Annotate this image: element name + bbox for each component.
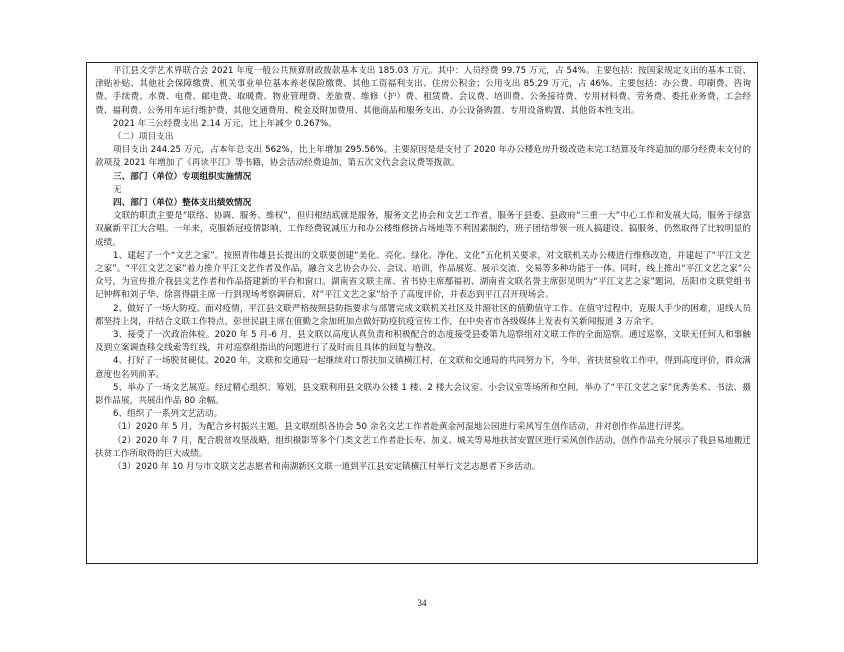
body-paragraph: 5、举办了一场文艺展览。经过精心组织、筹划，县文联利用县文联办公楼 1 楼、2 楼大会议室、小会议室等场所和空间，举办了“平江文艺之家”优秀美术、书法、摄影作品展，共展出作品 80 余幅。	[95, 382, 751, 407]
section-heading: 四、部门（单位）整体支出绩效情况	[113, 198, 252, 209]
body-paragraph: 3、接受了一次政治体检。2020 年 5 月-6 月，县文联以高度认真负责和积极配合的态度接受县委第九巡察组对文联工作的全面巡察。通过巡察，文联无任何人和事触及到立案调查移交线索等红线，并对巡察组指出的问题进行了及时而且具体的回复与整改。	[95, 330, 751, 354]
body-paragraph: （2）2020 年 7 月，配合脱贫攻坚战略，组织摄影等多个门类文艺工作者赴长寿、加义、城关等易地扶贫安置区进行采风创作活动，创作作品充分展示了我县易地搬迁扶贫工作所取得的巨大成绩。	[95, 435, 751, 459]
body-paragraph: 平江县文学艺术界联合会 2021 年度一般公共预算财政拨款基本支出 185.03 万元。其中：人员经费 99.75 万元，占 54%。主要包括：按国家规定支出的基本工资、津贴补贴、其他社会保障缴费、机关事业单位基本养老保险缴费、其他工资福利支出、住房公积金；公用支出 85.29 万元，占 46%。主要包括：办公费、印刷费、咨询费、手续费、水费、电费、邮电费、取暖费、物业管理费、差旅费、维修（护）费、租赁费、会议费、培训费、公务接待费、专用材料费、劳务费、委托业务费、工会经费、福利费、公务用车运行维护费、其他交通费用、税金及附加费用、其他商品和服务支出、办公设备购置、专用设备购置、其他资本性支出。	[95, 66, 751, 116]
document-frame	[86, 62, 758, 564]
body-paragraph: 4、打好了一场脱贫硬仗。2020 年，文联和交通局一起继续对口帮扶加义镇横江村，在文联和交通局的共同努力下，今年，省扶贫验收工作中，得到高度评价，群众满意度也名列前茅。	[95, 356, 751, 380]
body-paragraph: 项目支出 244.25 万元，占本年总支出 562%，比上年增加 295.56%。主要原因是是支付了 2020 年办公楼危房升级改造未完工结算及年终追加的部分经费未支付的款项及 2021 年增加了《再读平江》等书籍，协会活动经费追加，第五次文代会会议费等拨款。	[95, 145, 751, 169]
body-paragraph: （二）项目支出	[113, 132, 174, 143]
body-paragraph: 2、做好了一场大防疫。面对疫情，平江县文联严格按照县防指要求与部署完成文联机关社区及井湄社区的值勤值守工作。在值守过程中，克服人手少的困难，退线人员都坚持上岗，并结合文联工作特点，彭世民副主席在值勤之余加班加点做好防疫抗疫宣传工作，在中央省市各级媒体上发表有关新闻报道 3 万余字。	[95, 303, 751, 327]
body-paragraph: 1、建起了一个“文艺之家”。按照青伟雄县长提出的文联要创建“美化、亮化、绿化、净化、文化”五化机关要求，对文联机关办公楼进行维修改造，并建起了“平江文艺之家”。“平江文艺之家”着力推介平江文艺作者及作品，融合文艺协会办公、会议、培训，作品展览、展示交流、交易等多种功能于一体。同时，线上推出“平江文艺之家”公众号，为宣传推介我县文艺作者和作品搭建新的平台和窗口。湖南省文联主席、省书协主席鄢福初、湖南省文联名誉主席彭见明为“平江文艺之家”题词，岳阳市文联党组书记钟辉和刘子华、徐喜得副主席一行到现场考察调研后，对“平江文艺之家”给予了高度评价，并表态到平江召开现场会。	[95, 250, 751, 301]
section-heading: 三、部门（单位）专项组织实施情况	[113, 171, 252, 182]
body-paragraph: 文联的职责主要是“联络、协调、服务、维权”，但归根结底就是服务，服务文艺协会和文艺工作者，服务于县委、县政府“三重一大”中心工作和发展大局，服务于绿富双赢新平江大合唱。一年来，克服新冠疫情影响，工作经费锐减压力和办公楼维修挤占场地等不利因素制约，班子团结带领一班人搞建设、搞服务，仍然取得了比较明显的成绩。	[95, 211, 751, 248]
body-paragraph: 2021 年三公经费支出 2.14 万元，比上年减少 0.267%。	[113, 118, 337, 129]
body-paragraph: （3）2020 年 10 月与市文联文艺志愿者和南湖新区文联一道到平江县安定镇横江村举行文艺志愿者下乡活动。	[113, 462, 541, 473]
body-paragraph: （1）2020 年 5 月，为配合乡村振兴主题，县文联组织各协会 50 余名文艺工作者赴黄金河湿地公园进行采风写生创作活动，并对创作作品进行评奖。	[113, 422, 690, 433]
page-number: 34	[417, 598, 427, 608]
body-paragraph: 6、组织了一系列文艺活动。	[113, 409, 223, 420]
body-paragraph: 无	[113, 184, 122, 195]
